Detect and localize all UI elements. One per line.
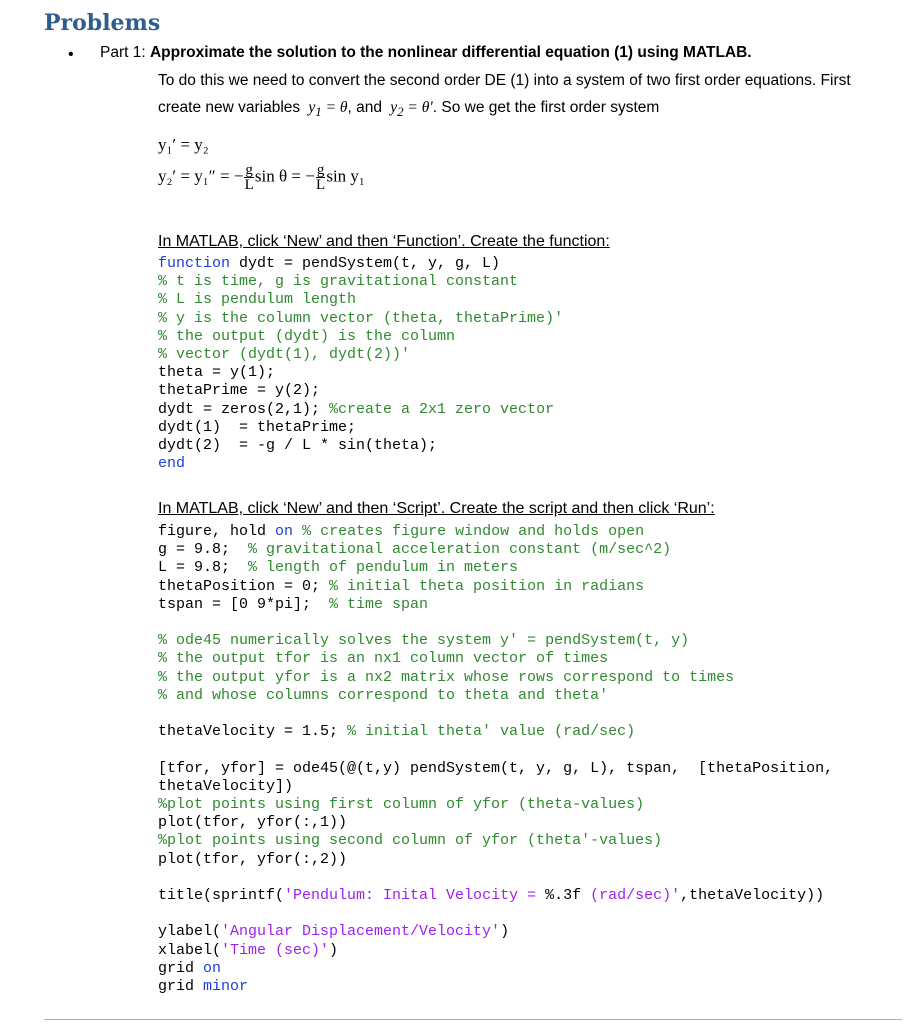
code-line: % y is the column vector (theta, thetaPrime)' (158, 309, 564, 327)
script-code-block (158, 523, 833, 996)
equation-2: y₂′ = y₁″ = − $\frac{g}{L}$ sin θ = − $\frac{g}{L}$ sin y₁ (158, 162, 365, 193)
code-line: grid on (158, 959, 222, 977)
code-line: thetaVelocity = 1.5; % initial theta' value (rad/sec) (158, 723, 636, 741)
bottom-divider (44, 1019, 902, 1020)
code-line: %plot points using first column of yfor (theta-values) (158, 796, 645, 814)
code-line: L = 9.8; % length of pendulum in meters (158, 559, 519, 577)
code-line: [tfor, yfor] = ode45(@(t,y) pendSystem(t, y, g, L), tspan, [thetaPosition, (158, 759, 834, 777)
code-line: % the output (dydt) is the column (158, 327, 456, 345)
function-code-block (158, 255, 563, 473)
code-line: thetaVelocity]) (158, 777, 294, 795)
intro-paragraph (158, 67, 898, 125)
code-line: dydt = zeros(2,1); %create a 2x1 zero vector (158, 400, 555, 418)
code-line: figure, hold on % creates figure window and holds open (158, 523, 645, 540)
code-line: g = 9.8; % gravitational acceleration constant (m/sec^2) (158, 541, 672, 559)
code-line: % L is pendulum length (158, 291, 357, 309)
code-line: plot(tfor, yfor(:,1)) (158, 814, 348, 832)
equation-1: y₁′ = y₂ (158, 135, 209, 154)
code-line: thetaPosition = 0; % initial theta position in radians (158, 577, 645, 595)
code-line: plot(tfor, yfor(:,2)) (158, 850, 348, 868)
code-line: % the output yfor is a nx2 matrix whose rows correspond to times (158, 668, 735, 686)
part-heading (100, 44, 752, 62)
code-line: dydt(1) = thetaPrime; (158, 418, 357, 436)
code-line: function dydt = pendSystem(t, y, g, L) (158, 255, 501, 272)
page-title: Problems (44, 10, 161, 36)
part-label: Part 1: (100, 44, 146, 61)
code-line: ylabel('Angular Displacement/Velocity') (158, 923, 510, 941)
intro-line-1: To do this we need to convert the second order DE (1) into a system of two first order equations. First (158, 72, 851, 89)
code-line: % and whose columns correspond to theta and theta' (158, 686, 609, 704)
code-line: % the output tfor is an nx1 column vector of times (158, 650, 609, 668)
code-line: title(sprintf('Pendulum: Inital Velocity = %.3f (rad/sec)',thetaVelocity)) (158, 887, 825, 905)
code-line: end (158, 455, 186, 473)
code-line: dydt(2) = -g / L * sin(theta); (158, 437, 438, 455)
code-line: grid minor (158, 978, 249, 996)
code-line: xlabel('Time (sec)') (158, 941, 339, 959)
part-title: Approximate the solution to the nonlinear differential equation (1) using MATLAB. (149, 44, 752, 61)
code-line: theta = y(1); (158, 364, 276, 382)
intro-line-2: create new variables $y_1 = \theta$, and $y_2 = \theta'$. So we get the first order system (158, 99, 660, 120)
code-line: thetaPrime = y(2); (158, 382, 321, 400)
script-section-title: In MATLAB, click ‘New’ and then ‘Script’. Create the script and then click ‘Run’: (158, 500, 715, 517)
code-line: % t is time, g is gravitational constant (158, 273, 519, 291)
code-line: %plot points using second column of yfor (theta'-values) (158, 832, 663, 850)
bullet-marker: • (68, 46, 74, 63)
code-line: % ode45 numerically solves the system y' = pendSystem(t, y) (158, 632, 690, 650)
code-line: % vector (dydt(1), dydt(2))' (158, 346, 411, 364)
function-section-title: In MATLAB, click ‘New’ and then ‘Function’. Create the function: (158, 233, 610, 250)
code-line: tspan = [0 9*pi]; % time span (158, 595, 429, 613)
